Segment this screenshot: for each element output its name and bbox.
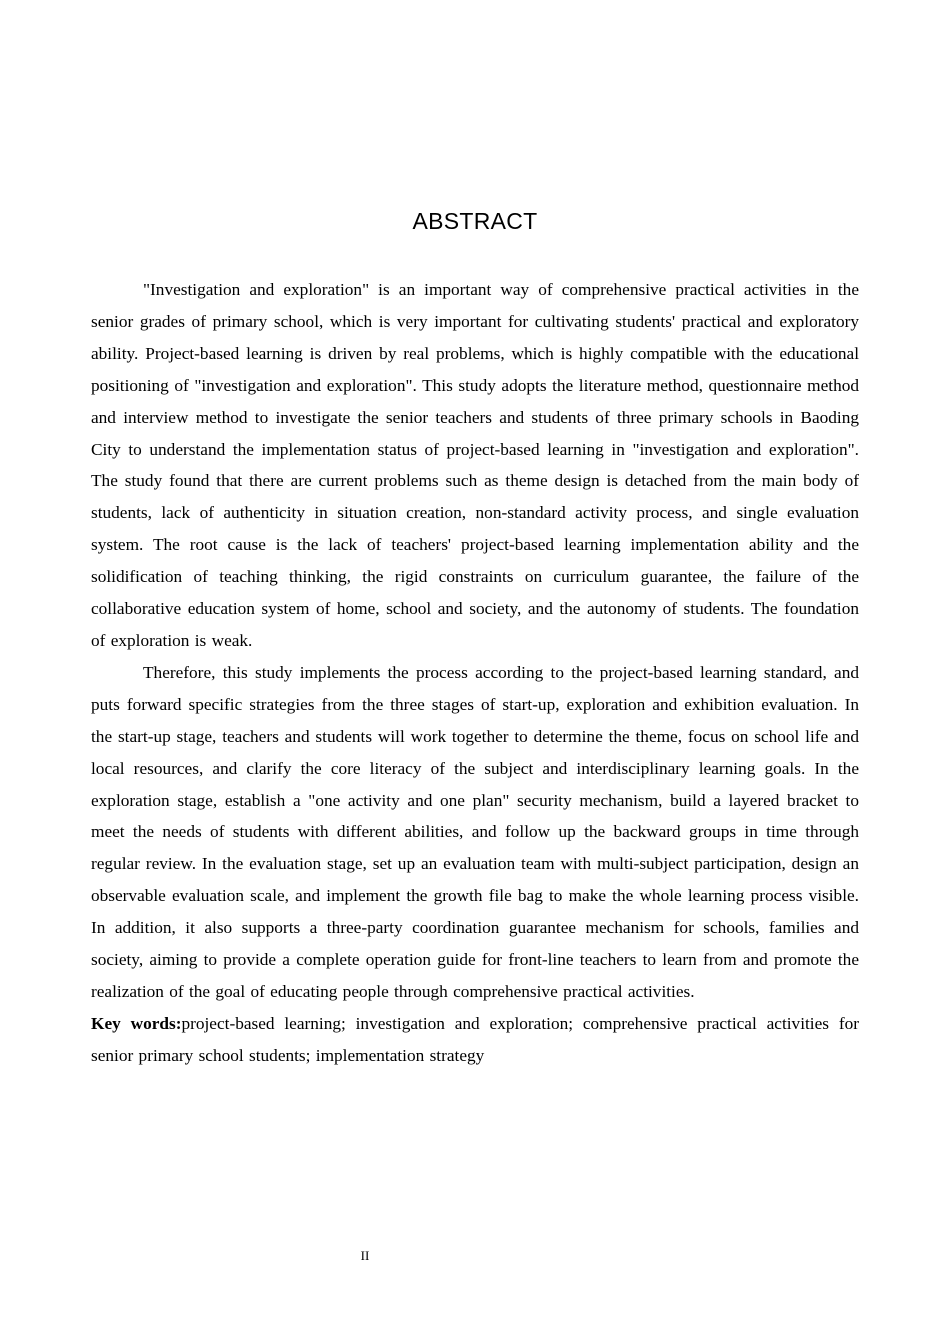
abstract-paragraph-1: "Investigation and exploration" is an important way of comprehensive practical activities in the senior grades of primary school, which is very important for cultivating students' practical and exploratory ability. Project-based learning is driven by real problems, which is highly compatible with the educational positioning of "investigation and exploration". This study adopts the literature method, questionnaire method and interview method to investigate the senior teachers and students of three primary schools in Baoding City to understand the implementation status of project-based learning in "investigation and exploration". The study found that there are current problems such as theme design is detached from the main body of students, lack of authenticity in situation creation, non-standard activity process, and single evaluation system. The root cause is the lack of teachers' project-based learning implementation ability and the solidification of teaching thinking, the rigid constraints on curriculum guarantee, the failure of the collaborative education system of home, school and society, and the autonomy of students. The foundation of exploration is weak. — [91, 280, 859, 650]
keywords-text: project-based learning; investigation and exploration; comprehensive practical activities for senior primary school students; implementation strategy — [91, 1013, 859, 1065]
abstract-title: ABSTRACT — [412, 208, 538, 234]
keywords-label: Key words: — [91, 1013, 182, 1033]
abstract-body — [91, 274, 859, 1072]
page-number: II — [360, 1248, 370, 1263]
abstract-paragraph-2: Therefore, this study implements the process according to the project-based learning standard, and puts forward specific strategies from the three stages of start-up, exploration and exhibition evaluation. In the start-up stage, teachers and students will work together to determine the theme, focus on school life and local resources, and clarify the core literacy of the subject and interdisciplinary learning goals. In the exploration stage, establish a "one activity and one plan" security mechanism, build a layered bracket to meet the needs of students with different abilities, and follow up the backward groups in time through regular review. In the evaluation stage, set up an evaluation team with multi-subject participation, design an observable evaluation scale, and implement the growth file bag to make the whole learning process visible. In addition, it also supports a three-party coordination guarantee mechanism for schools, families and society, aiming to provide a complete operation guide for front-line teachers to learn from and promote the realization of the goal of educating people through comprehensive practical activities. — [91, 662, 859, 1001]
keywords-line — [91, 1008, 859, 1072]
